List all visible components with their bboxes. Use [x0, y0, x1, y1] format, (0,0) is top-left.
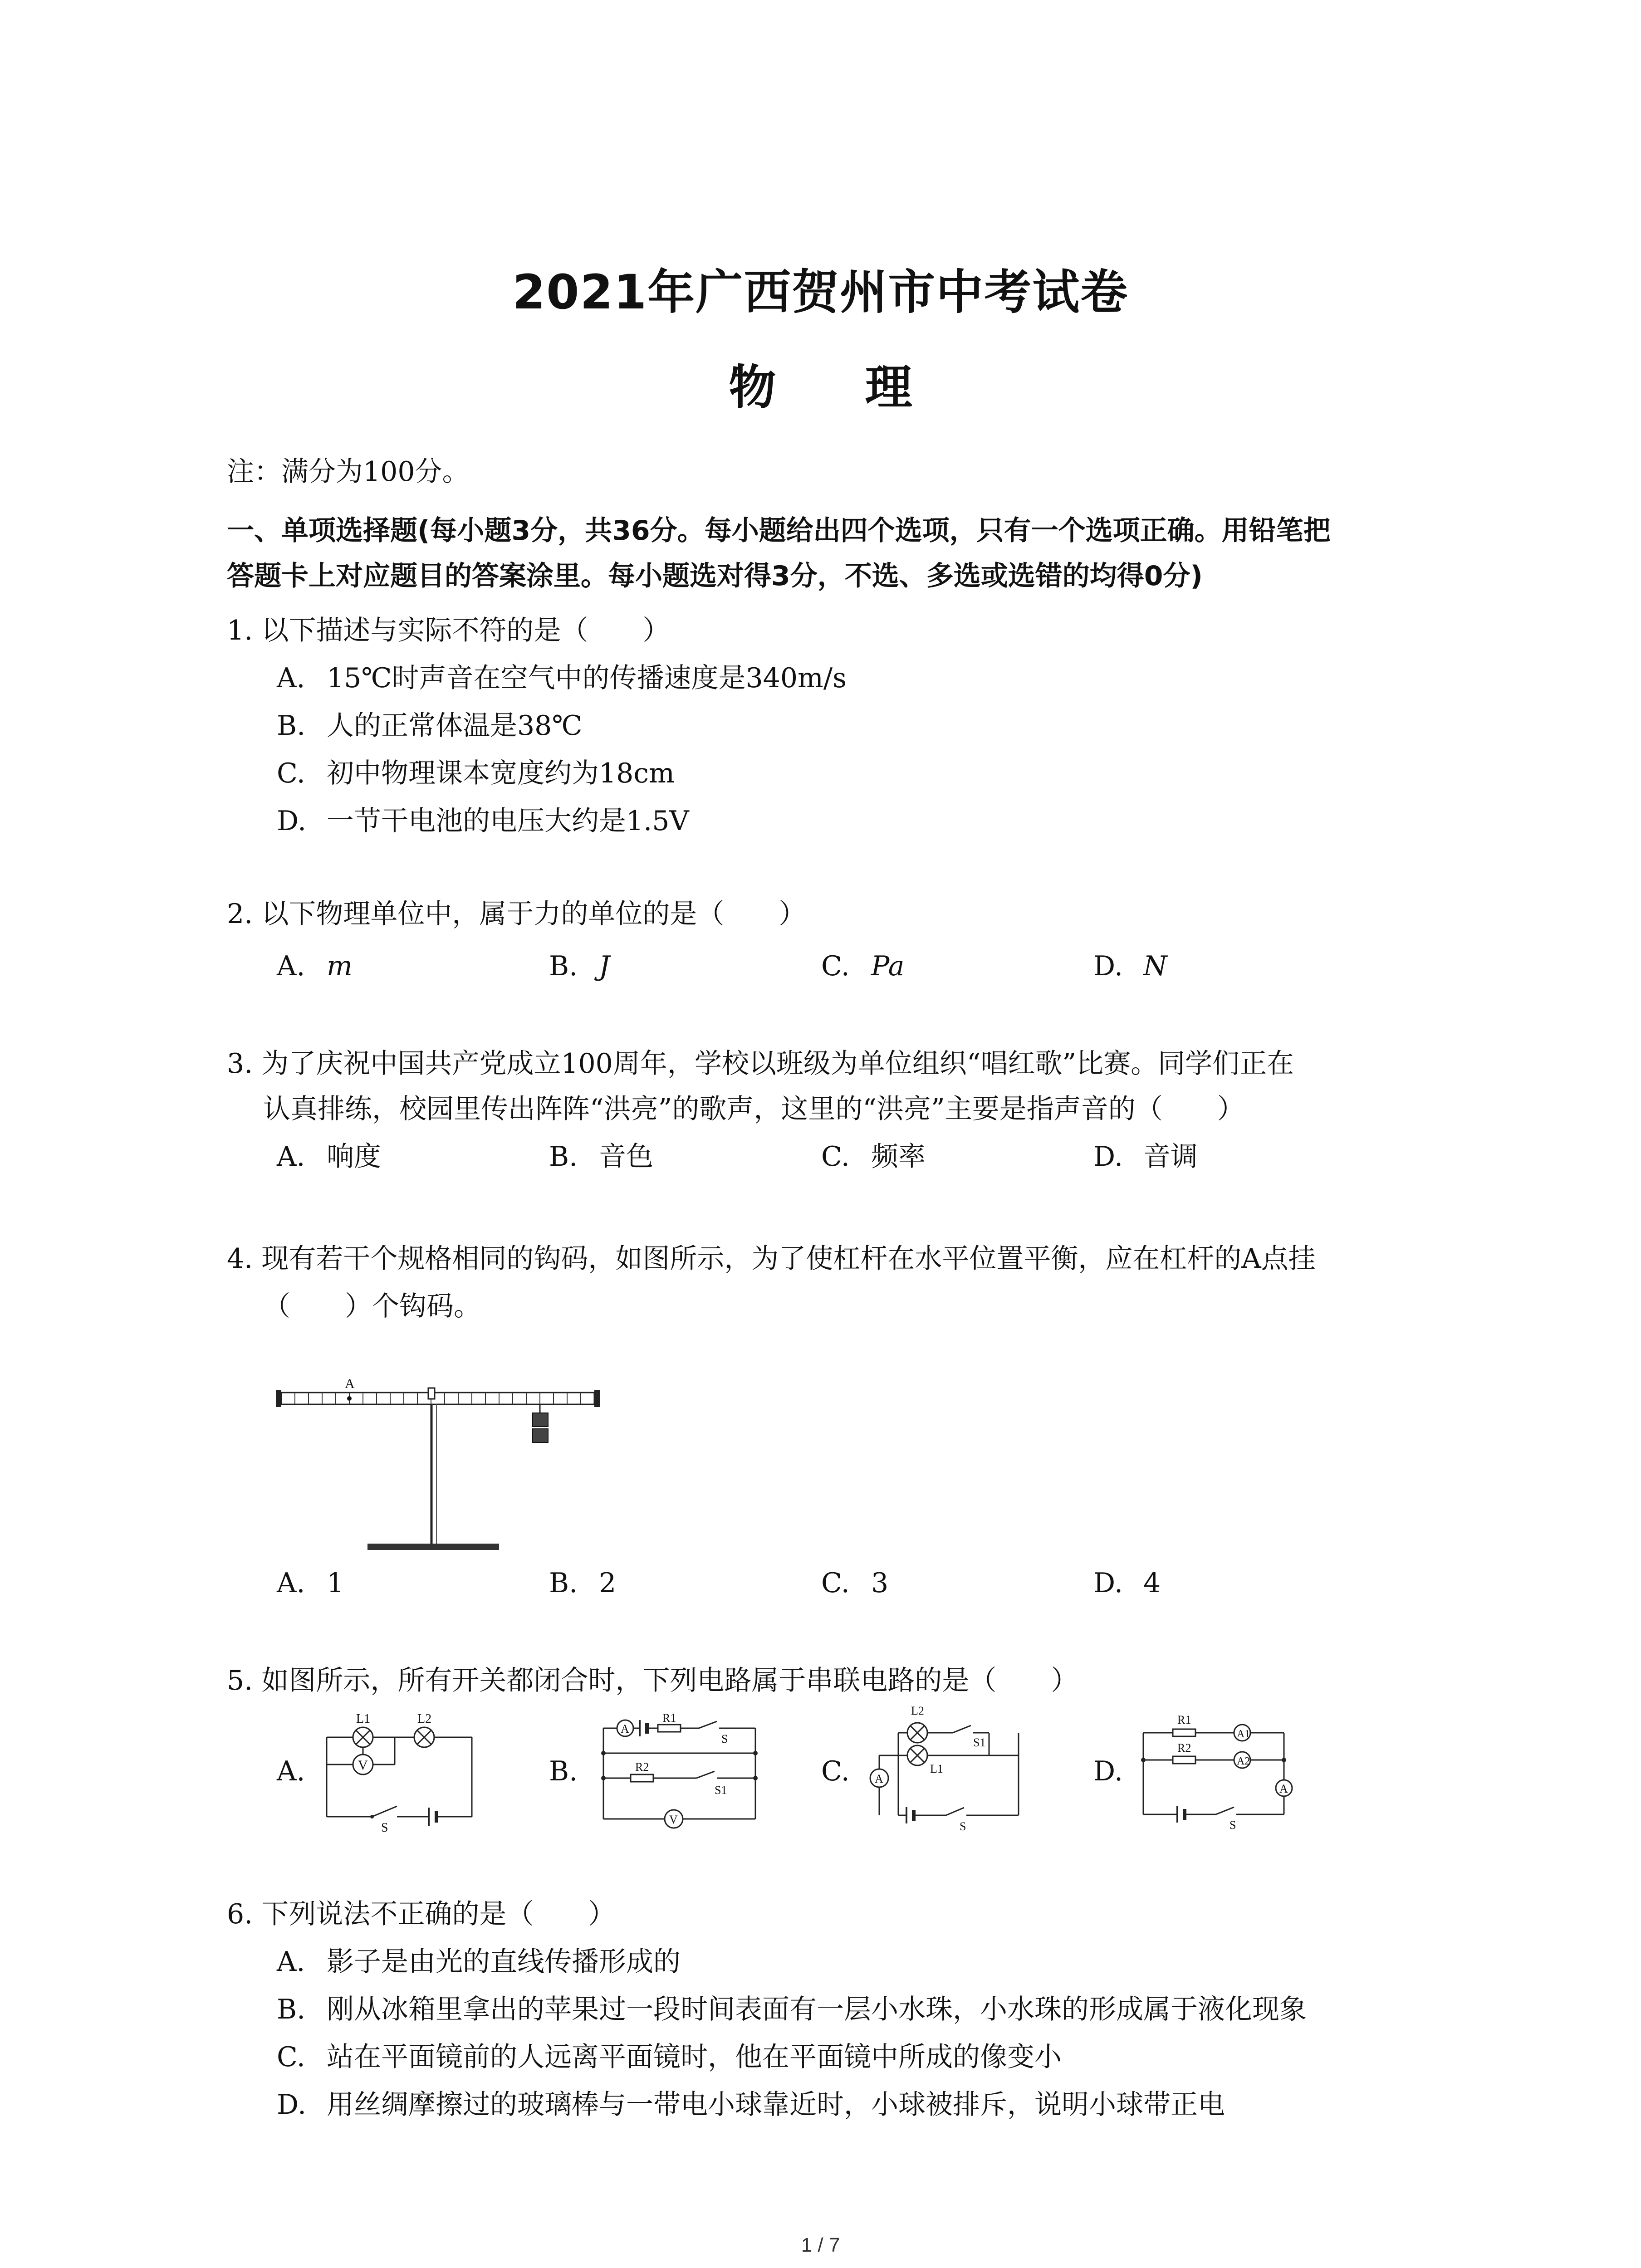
circuit-b-ammeter-label: A [621, 1722, 629, 1735]
q3-option-b[interactable]: B. 音色 [549, 1141, 653, 1173]
q3-option-a[interactable]: A. 响度 [277, 1141, 381, 1173]
circuit-d-a1-label: A1 [1237, 1728, 1250, 1740]
question-3-stem-line2: 认真排练，校园里传出阵阵“洪亮”的歌声，这里的“洪亮”主要是指声音的（ ） [263, 1093, 1244, 1125]
score-note: 注：满分为100分。 [227, 456, 470, 488]
q1-option-d[interactable]: D. 一节干电池的电压大约是1.5V [277, 805, 689, 837]
circuit-d-ammeter-label: A [1279, 1782, 1288, 1795]
circuit-c-s-label: S [960, 1820, 966, 1833]
circuit-b-r2-label: R2 [635, 1760, 649, 1774]
q1-option-a[interactable]: A. 15℃时声音在空气中的传播速度是340m/s [277, 662, 847, 694]
question-4-stem-line2: （ ）个钩码。 [263, 1290, 481, 1322]
q6-option-c[interactable]: C. 站在平面镜前的人远离平面镜时，他在平面镜中所成的像变小 [277, 2041, 1062, 2073]
page-number: 1 / 7 [801, 2234, 840, 2256]
q4-option-a[interactable]: A. 1 [277, 1567, 344, 1599]
q6-option-b[interactable]: B. 刚从冰箱里拿出的苹果过一段时间表面有一层小水珠，小水珠的形成属于液化现象 [277, 1994, 1307, 2025]
q2-option-a[interactable]: A. m [277, 950, 353, 982]
q4-option-c[interactable]: C. 3 [821, 1567, 889, 1599]
circuit-d-r1-label: R1 [1177, 1713, 1191, 1726]
circuit-d-r2-label: R2 [1177, 1741, 1191, 1755]
circuit-c-ammeter-label: A [875, 1772, 883, 1785]
q5-option-c-letter[interactable]: C. [821, 1755, 850, 1787]
circuit-a-l1-label: L1 [356, 1712, 371, 1726]
q1-option-c[interactable]: C. 初中物理课本宽度约为18cm [277, 758, 675, 789]
circuit-c-figure [857, 1696, 1039, 1833]
question-6-stem: 6. 下列说法不正确的是（ ） [227, 1898, 616, 1930]
exam-title: 2021年广西贺州市中考试卷 [512, 264, 1129, 320]
q5-option-a-letter[interactable]: A. [277, 1755, 305, 1787]
q5-option-d-letter[interactable]: D. [1093, 1755, 1123, 1787]
point-a-label: A [345, 1376, 355, 1391]
question-3-stem-line1: 3. 为了庆祝中国共产党成立100周年，学校以班级为单位组织“唱红歌”比赛。同学们正在 [227, 1048, 1294, 1080]
circuit-a-switch-label: S [381, 1821, 388, 1833]
section-header-line2: 答题卡上对应题目的答案涂里。每小题选对得3分，不选、多选或选错的均得0分) [227, 560, 1203, 592]
q3-option-d[interactable]: D. 音调 [1093, 1141, 1198, 1173]
circuit-b-s1-label: S1 [715, 1784, 727, 1797]
q3-option-c[interactable]: C. 频率 [821, 1141, 926, 1173]
question-1-stem: 1. 以下描述与实际不符的是（ ） [227, 615, 670, 646]
circuit-b-figure [594, 1710, 767, 1833]
circuit-a-voltmeter-label: V [358, 1758, 368, 1773]
circuit-c-s1-label: S1 [973, 1736, 986, 1749]
q2-option-d[interactable]: D. N [1093, 950, 1167, 982]
section-header-line1: 一、单项选择题(每小题3分，共36分。每小题给出四个选项，只有一个选项正确。用铅笔把 [227, 515, 1331, 547]
circuit-d-a2-label: A2 [1237, 1755, 1250, 1767]
circuit-b-s-label: S [721, 1732, 728, 1745]
circuit-b-r1-label: R1 [662, 1711, 676, 1725]
question-4-stem-line1: 4. 现有若干个规格相同的钩码，如图所示，为了使杠杆在水平位置平衡，应在杠杆的A点挂 [227, 1243, 1316, 1275]
q2-option-c[interactable]: C. Pa [821, 950, 905, 982]
q5-option-b-letter[interactable]: B. [549, 1755, 578, 1787]
circuit-a-figure [318, 1710, 481, 1833]
q6-option-a[interactable]: A. 影子是由光的直线传播形成的 [277, 1946, 681, 1978]
lever-figure [268, 1370, 612, 1560]
q4-option-b[interactable]: B. 2 [549, 1567, 617, 1599]
q4-option-d[interactable]: D. 4 [1093, 1567, 1161, 1599]
subject-title: 物 理 [729, 360, 949, 415]
circuit-c-l2-label: L2 [911, 1704, 924, 1717]
circuit-d-s-label: S [1230, 1818, 1236, 1832]
q6-option-d[interactable]: D. 用丝绸摩擦过的玻璃棒与一带电小球靠近时，小球被排斥，说明小球带正电 [277, 2089, 1225, 2121]
q2-option-b[interactable]: B. J [549, 950, 610, 982]
question-5-stem: 5. 如图所示，所有开关都闭合时，下列电路属于串联电路的是（ ） [227, 1665, 1078, 1696]
q1-option-b[interactable]: B. 人的正常体温是38℃ [277, 710, 583, 742]
circuit-b-voltmeter-label: V [669, 1813, 678, 1826]
circuit-d-figure [1134, 1706, 1316, 1833]
circuit-a-l2-label: L2 [417, 1712, 432, 1726]
circuit-c-l1-label: L1 [930, 1762, 943, 1775]
question-2-stem: 2. 以下物理单位中，属于力的单位的是（ ） [227, 898, 806, 930]
